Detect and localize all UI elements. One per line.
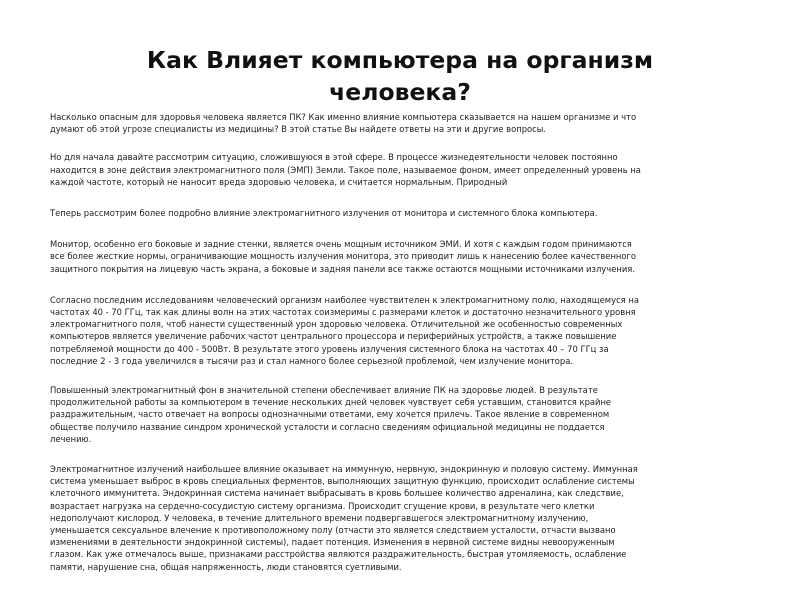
paragraph-research: Согласно последним исследованиям человеческий организм наиболее чувствителен к электромагнитному полю, находящемуся на частотах 40 - 70 ГГц, так как длины волн на этих частотах соизмеримы с размерами клеток и достаточно незначительного уровня электромагнитного поля, чтоб нанести существенный урон здоровью человека. Отличительной же особенностью современных компьютеров является увеличение рабочих частот центрального процессора и периферийных устройств, а также повышение потребляемой мощности до 400 - 500Вт. В результате этого уровень излучения системного блока на частотах 40 – 70 ГГц за последние 2 - 3 года увеличился в тысячи раз и стал намного более серьезной проблемой, чем излучение монитора. (50, 294, 639, 366)
paragraph-systems: Электромагнитное излучений наибольшее влияние оказывает на иммунную, нервную, эндокринную и половую систему. Иммунная система уменьшает выброс в кровь специальных ферментов, выполняющих защитную функцию, происходит ослабление системы клеточного иммунитета. Эндокринная система начинает выбрасывать в кровь большее количество адреналина, как следствие, возрастает нагрузка на сердечно-сосудистую систему организма. Происходит сгущение крови, в результате чего клетки недополучают кислород. У человека, в течение длительного времени подвергавшегося электромагнитному излучению, уменьшается сексуальное влечение к противоположному полу (отчасти это является следствием усталости, отчасти вызвано изменениями в деятельности эндокринной системы), падает потенция. Изменения в нервной системе видны невооруженным глазом. Как уже отмечалось выше, признаками расстройства являются раздражительность, быстрая утомляемость, ослабление памяти, нарушение сна, общая напряженность, люди становятся суетливыми. (50, 464, 638, 572)
paragraph-transition: Теперь рассмотрим более подробно влияние электромагнитного излучения от монитора и системного блока компьютера. (50, 208, 598, 219)
slide-body (50, 111, 762, 573)
paragraph-background: Но для начала давайте рассмотрим ситуацию, сложившуюся в этой сфере. В процессе жизнедеятельности человек постоянно находится в зоне действия электромагнитного поля (ЭМП) Земли. Такое поле, называемое фоном, имеет определенный уровень на каждой частоте, который не наносит вреда здоровью человека, и считается нормальным. Природный (50, 152, 641, 187)
paragraph-fatigue: Повышенный электромагнитный фон в значительной степени обеспечивает влияние ПК на здоровье людей. В результате продолжительной работы за компьютером в течение нескольких дней человек чувствует себя уставшим, становится крайне раздражительным, часто отвечает на вопросы однозначными ответами, ему хочется прилечь. Такое явление в современном обществе получило название синдром хронической усталости и согласно сведениям официальной медицины не поддается лечению. (50, 385, 612, 444)
slide-title: Как Влияет компьютера на организм человека? (146, 46, 654, 106)
paragraph-intro: Насколько опасным для здоровья человека является ПК? Как именно влияние компьютера сказывается на нашем организме и что думают об этой угрозе специалисты из медицины? В этой статье Вы найдете ответы на эти и другие вопросы. (50, 112, 637, 135)
paragraph-monitor: Монитор, особенно его боковые и задние стенки, является очень мощным источником ЭМИ. И хотя с каждым годом принимаются все более жесткие нормы, ограничивающие мощность излучения монитора, это приводит лишь к нанесению более качественного защитного покрытия на лицевую часть экрана, а боковые и задняя панели все также остаются мощными источниками излучения. (50, 239, 637, 274)
